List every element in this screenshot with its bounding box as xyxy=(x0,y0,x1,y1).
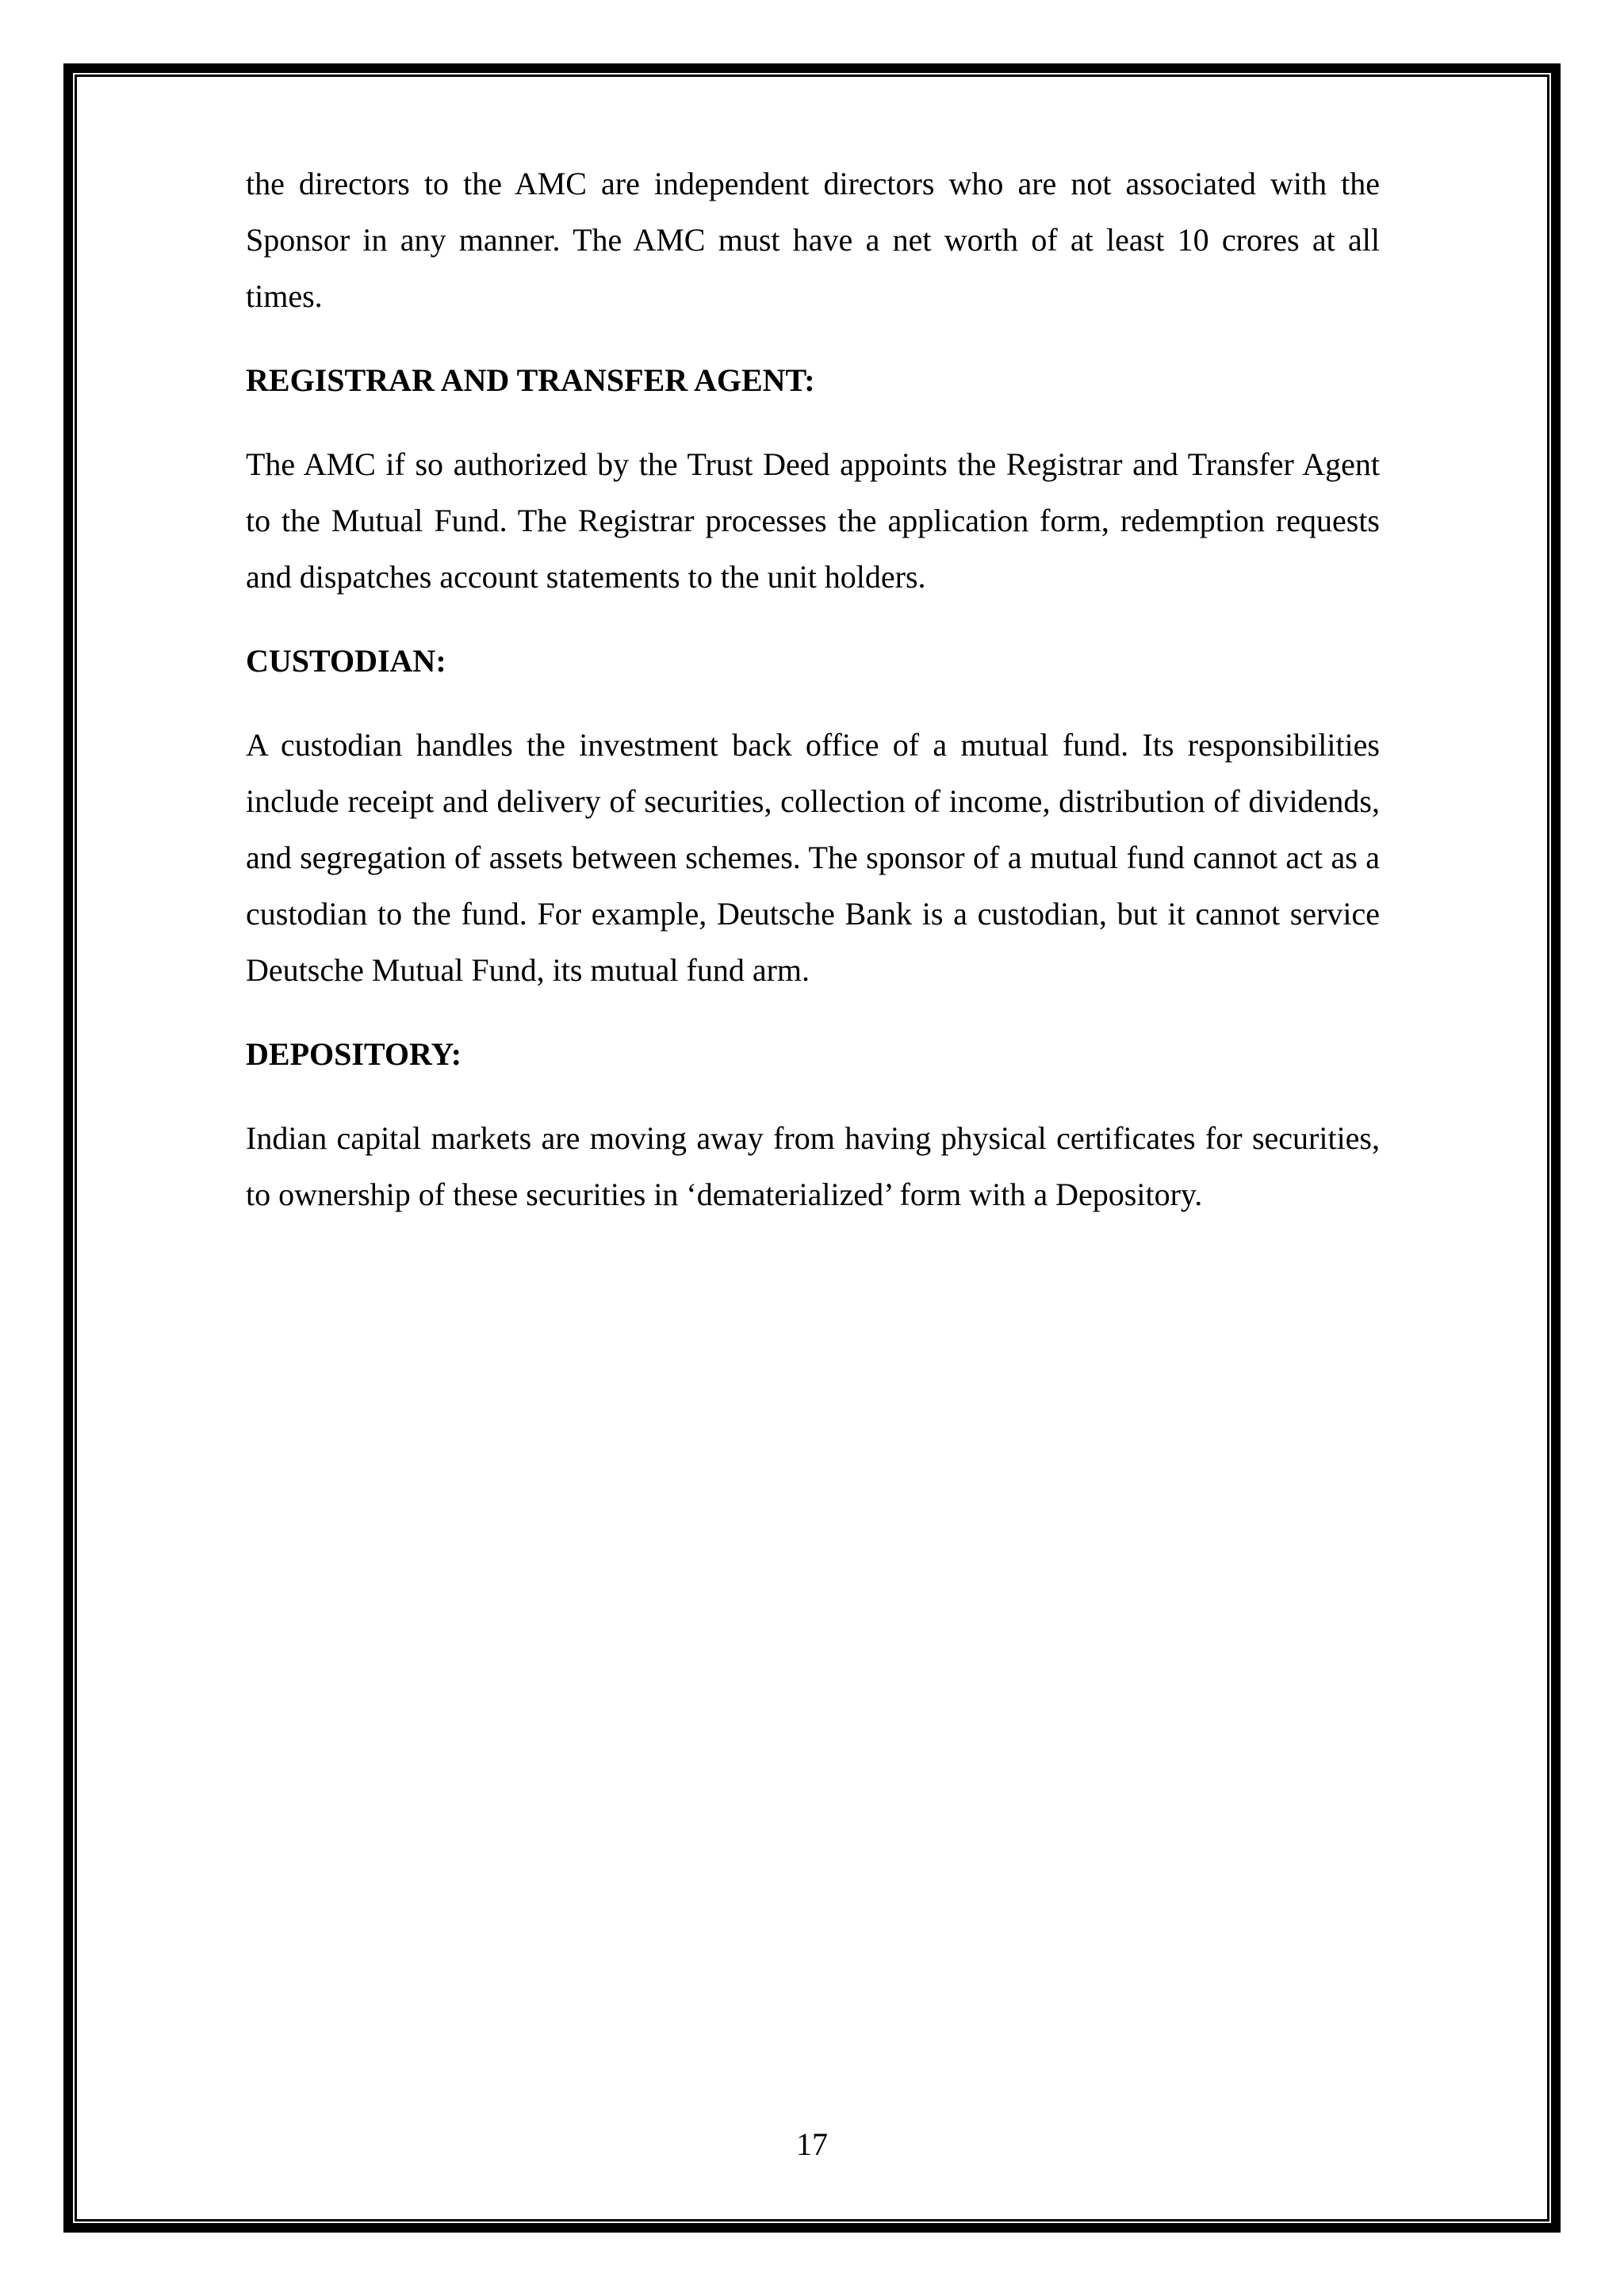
section-heading-depository: DEPOSITORY: xyxy=(246,1036,462,1072)
depository-paragraph: Indian capital markets are moving away from having physical certificates for securities, to ownership of these securities in ‘dematerialized’ form with a Depository. xyxy=(246,1120,1380,1212)
registrar-paragraph: The AMC if so authorized by the Trust Deed appoints the Registrar and Transfer Agent to the Mutual Fund. The Registrar processes the application form, redemption requests and dispatches account statements to the unit holders. xyxy=(246,446,1380,595)
custodian-paragraph: A custodian handles the investment back office of a mutual fund. Its responsibilities include receipt and delivery of securities, collection of income, distribution of dividends, and segregation of assets between schemes. The sponsor of a mutual fund cannot act as a custodian to the fund. For example, Deutsche Bank is a custodian, but it cannot service Deutsche Mutual Fund, its mutual fund arm. xyxy=(246,727,1380,988)
section-heading-registrar: REGISTRAR AND TRANSFER AGENT: xyxy=(246,362,815,398)
page-number: 17 xyxy=(796,2126,828,2162)
intro-paragraph: the directors to the AMC are independent directors who are not associated with the Sponsor in any manner. The AMC must have a net worth of at least 10 crores at all times. xyxy=(246,166,1380,314)
section-heading-custodian: CUSTODIAN: xyxy=(246,643,446,679)
page-content xyxy=(246,155,1380,1223)
